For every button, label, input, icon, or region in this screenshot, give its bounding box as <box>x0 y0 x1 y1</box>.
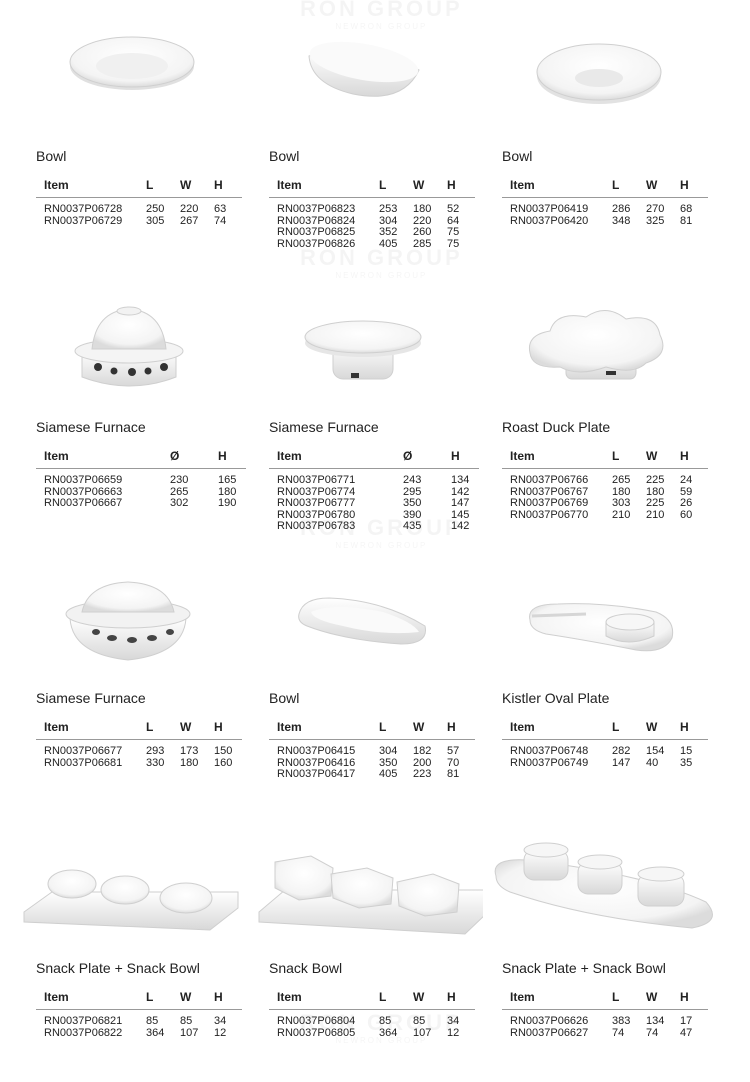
dimension-value: 74 <box>612 1026 625 1039</box>
column-header: Item <box>36 988 146 1010</box>
column-header: Item <box>502 718 612 740</box>
table-row <box>36 740 242 758</box>
column-header: L <box>612 176 646 198</box>
dimension-value: 293 <box>146 745 165 757</box>
spec-header-row <box>502 176 708 198</box>
dimension-value: 147 <box>612 756 631 769</box>
table-row <box>502 740 708 758</box>
dimension-value: 210 <box>612 508 631 521</box>
dimension-value: 270 <box>646 203 665 215</box>
dimension-value: 81 <box>680 214 693 227</box>
table-row <box>502 1028 708 1040</box>
product-title: Snack Plate + Snack Bowl <box>502 960 666 976</box>
table-row <box>502 1010 708 1028</box>
table-row <box>269 239 475 251</box>
dimension-value: 265 <box>612 474 631 486</box>
dimension-value: 223 <box>413 768 432 780</box>
column-header: H <box>214 176 242 198</box>
dimension-value: 325 <box>646 214 665 227</box>
table-row <box>269 198 475 216</box>
dimension-value: 260 <box>413 226 432 238</box>
dimension-value: 142 <box>451 485 470 498</box>
dimension-value: 75 <box>447 226 460 238</box>
item-code: RN0037P06749 <box>510 756 589 769</box>
dimension-value: 364 <box>379 1026 398 1039</box>
wide-rim-bowl-icon <box>0 0 250 140</box>
product-title: Snack Plate + Snack Bowl <box>36 960 200 976</box>
dimension-value: 295 <box>403 485 422 498</box>
column-header: H <box>680 718 708 740</box>
table-row <box>502 510 708 522</box>
table-row <box>36 1028 242 1040</box>
dimension-value: 85 <box>413 1015 426 1027</box>
product-title: Bowl <box>36 148 67 164</box>
column-header: L <box>146 988 180 1010</box>
column-header: H <box>447 718 475 740</box>
dimension-value: 12 <box>447 1026 460 1039</box>
column-header: W <box>180 718 214 740</box>
dimension-value: 190 <box>218 497 237 509</box>
dimension-value: 40 <box>646 756 659 769</box>
dimension-value: 165 <box>218 474 237 486</box>
dimension-value: 435 <box>403 520 422 532</box>
tray-round-bowls-icon <box>0 812 250 952</box>
dimension-value: 390 <box>403 508 422 521</box>
column-header: L <box>379 718 413 740</box>
product-card <box>466 271 716 541</box>
dimension-value: 142 <box>451 520 470 532</box>
column-header: H <box>214 718 242 740</box>
dimension-value: 145 <box>451 508 470 521</box>
dimension-value: 74 <box>214 214 227 227</box>
column-header: W <box>646 718 680 740</box>
product-card <box>233 812 483 1082</box>
product-title: Siamese Furnace <box>36 690 146 706</box>
column-header: W <box>646 176 680 198</box>
open-furnace-icon <box>233 271 483 411</box>
dimension-value: 305 <box>146 214 165 227</box>
dimension-value: 210 <box>646 508 665 521</box>
dimension-value: 267 <box>180 214 199 227</box>
item-code: RN0037P06659 <box>44 474 123 486</box>
dimension-value: 302 <box>170 497 189 509</box>
column-header: Item <box>36 718 146 740</box>
dimension-value: 304 <box>379 214 398 227</box>
spec-header-row <box>36 718 242 740</box>
item-code: RN0037P06771 <box>277 474 356 486</box>
table-row <box>269 740 475 758</box>
product-card <box>233 0 483 270</box>
item-code: RN0037P06728 <box>44 203 123 215</box>
spec-header-row <box>502 447 708 469</box>
column-header: L <box>612 718 646 740</box>
item-code: RN0037P06767 <box>510 485 589 498</box>
spec-table <box>269 718 475 781</box>
dimension-value: 230 <box>170 474 189 486</box>
dimension-value: 182 <box>413 745 432 757</box>
item-code: RN0037P06766 <box>510 474 589 486</box>
dimension-value: 17 <box>680 1015 693 1027</box>
column-header: W <box>646 447 680 469</box>
item-code: RN0037P06417 <box>277 768 356 780</box>
spec-table <box>502 447 708 521</box>
column-header: Item <box>502 176 612 198</box>
dimension-value: 15 <box>680 745 693 757</box>
table-row <box>502 498 708 510</box>
table-row <box>36 469 246 487</box>
column-header: W <box>180 176 214 198</box>
oval-tray-cups-icon <box>466 812 716 952</box>
dimension-value: 26 <box>680 497 693 509</box>
table-row <box>502 216 708 228</box>
column-header: L <box>379 988 413 1010</box>
column-header: Item <box>269 176 379 198</box>
item-code: RN0037P06626 <box>510 1015 589 1027</box>
spec-header-row <box>269 176 475 198</box>
table-row <box>36 758 242 770</box>
dimension-value: 350 <box>379 756 398 769</box>
oval-furnace-icon <box>0 542 250 682</box>
spec-table <box>502 176 708 227</box>
product-title: Snack Bowl <box>269 960 343 976</box>
product-card <box>233 542 483 812</box>
dimension-value: 243 <box>403 474 422 486</box>
product-card <box>233 271 483 541</box>
column-header: H <box>680 988 708 1010</box>
dimension-value: 173 <box>180 745 199 757</box>
item-code: RN0037P06825 <box>277 226 356 238</box>
product-card <box>466 542 716 812</box>
product-title: Kistler Oval Plate <box>502 690 610 706</box>
table-row <box>269 769 475 781</box>
item-code: RN0037P06822 <box>44 1026 123 1039</box>
column-header: L <box>612 447 646 469</box>
product-card <box>466 812 716 1082</box>
column-header: Item <box>502 988 612 1010</box>
item-code: RN0037P06748 <box>510 745 589 757</box>
table-row <box>269 521 479 533</box>
table-row <box>36 216 242 228</box>
oval-plate-with-cup-icon <box>466 542 716 682</box>
dimension-value: 68 <box>680 203 693 215</box>
table-row <box>269 1010 475 1028</box>
dimension-value: 225 <box>646 497 665 509</box>
dimension-value: 180 <box>612 485 631 498</box>
spec-table <box>36 447 246 510</box>
dimension-value: 303 <box>612 497 631 509</box>
dimension-value: 85 <box>146 1015 159 1027</box>
dimension-value: 253 <box>379 203 398 215</box>
dimension-value: 34 <box>447 1015 460 1027</box>
dimension-value: 52 <box>447 203 460 215</box>
item-code: RN0037P06777 <box>277 497 356 509</box>
dimension-value: 180 <box>218 485 237 498</box>
oval-bowl-icon <box>233 0 483 140</box>
domed-furnace-icon <box>0 271 250 411</box>
product-title: Roast Duck Plate <box>502 419 611 435</box>
dimension-value: 74 <box>646 1026 659 1039</box>
dimension-value: 47 <box>680 1026 693 1039</box>
product-title: Bowl <box>269 148 300 164</box>
item-code: RN0037P06681 <box>44 756 123 769</box>
item-code: RN0037P06627 <box>510 1026 589 1039</box>
column-header: Item <box>36 447 170 469</box>
flower-plate-icon <box>466 271 716 411</box>
dimension-value: 286 <box>612 203 631 215</box>
dimension-value: 405 <box>379 237 398 250</box>
item-code: RN0037P06677 <box>44 745 123 757</box>
column-header: W <box>180 988 214 1010</box>
column-header: L <box>612 988 646 1010</box>
dimension-value: 180 <box>413 203 432 215</box>
item-code: RN0037P06826 <box>277 237 356 250</box>
table-row <box>502 469 708 487</box>
column-header: Item <box>36 176 146 198</box>
dimension-value: 220 <box>413 214 432 227</box>
column-header: H <box>680 447 708 469</box>
column-header: Item <box>502 447 612 469</box>
table-row <box>36 198 242 216</box>
spec-header-row <box>36 447 246 469</box>
item-code: RN0037P06667 <box>44 497 123 509</box>
spec-table <box>502 718 708 769</box>
spec-table <box>269 447 479 533</box>
item-code: RN0037P06419 <box>510 203 589 215</box>
dimension-value: 282 <box>612 745 631 757</box>
item-code: RN0037P06804 <box>277 1015 356 1027</box>
dimension-value: 134 <box>646 1015 665 1027</box>
dimension-value: 364 <box>146 1026 165 1039</box>
dimension-value: 59 <box>680 485 693 498</box>
dimension-value: 180 <box>646 485 665 498</box>
column-header: H <box>218 447 246 469</box>
column-header: L <box>379 176 413 198</box>
item-code: RN0037P06770 <box>510 508 589 521</box>
product-title: Siamese Furnace <box>269 419 379 435</box>
column-header: H <box>214 988 242 1010</box>
dimension-value: 134 <box>451 474 470 486</box>
item-code: RN0037P06663 <box>44 485 123 498</box>
table-row <box>269 498 479 510</box>
dimension-value: 405 <box>379 768 398 780</box>
dimension-value: 330 <box>146 756 165 769</box>
column-header: L <box>146 176 180 198</box>
column-header: W <box>413 988 447 1010</box>
spec-table <box>36 718 242 769</box>
spec-header-row <box>502 988 708 1010</box>
dimension-value: 350 <box>403 497 422 509</box>
dimension-value: 70 <box>447 756 460 769</box>
dimension-value: 285 <box>413 237 432 250</box>
dimension-value: 12 <box>214 1026 227 1039</box>
column-header: H <box>680 176 708 198</box>
column-header: Item <box>269 988 379 1010</box>
pasta-bowl-icon <box>466 0 716 140</box>
dimension-value: 75 <box>447 237 460 250</box>
item-code: RN0037P06780 <box>277 508 356 521</box>
spec-table <box>36 988 242 1039</box>
table-row <box>269 1028 475 1040</box>
dimension-value: 225 <box>646 474 665 486</box>
dimension-value: 34 <box>214 1015 227 1027</box>
dimension-value: 147 <box>451 497 470 509</box>
boat-bowl-icon <box>233 542 483 682</box>
dimension-value: 250 <box>146 203 165 215</box>
dimension-value: 57 <box>447 745 460 757</box>
item-code: RN0037P06805 <box>277 1026 356 1039</box>
dimension-value: 160 <box>214 756 233 769</box>
table-row <box>36 498 246 510</box>
table-row <box>269 469 479 487</box>
item-code: RN0037P06823 <box>277 203 356 215</box>
item-code: RN0037P06415 <box>277 745 356 757</box>
product-title: Bowl <box>502 148 533 164</box>
product-card <box>0 812 250 1082</box>
column-header: H <box>447 176 475 198</box>
product-title: Siamese Furnace <box>36 419 146 435</box>
dimension-value: 60 <box>680 508 693 521</box>
table-row <box>502 198 708 216</box>
dimension-value: 64 <box>447 214 460 227</box>
dimension-value: 107 <box>413 1026 432 1039</box>
dimension-value: 348 <box>612 214 631 227</box>
dimension-value: 24 <box>680 474 693 486</box>
item-code: RN0037P06783 <box>277 520 356 532</box>
spec-table <box>269 988 475 1039</box>
product-title: Bowl <box>269 690 300 706</box>
column-header: Ø <box>403 447 451 469</box>
spec-header-row <box>269 988 475 1010</box>
dimension-value: 304 <box>379 745 398 757</box>
dimension-value: 85 <box>180 1015 193 1027</box>
dimension-value: 352 <box>379 226 398 238</box>
product-card <box>0 271 250 541</box>
dimension-value: 150 <box>214 745 233 757</box>
dimension-value: 85 <box>379 1015 392 1027</box>
item-code: RN0037P06821 <box>44 1015 123 1027</box>
table-row <box>502 758 708 770</box>
column-header: W <box>646 988 680 1010</box>
product-card <box>0 0 250 270</box>
dimension-value: 180 <box>180 756 199 769</box>
dimension-value: 35 <box>680 756 693 769</box>
item-code: RN0037P06824 <box>277 214 356 227</box>
item-code: RN0037P06420 <box>510 214 589 227</box>
column-header: L <box>146 718 180 740</box>
dimension-value: 154 <box>646 745 665 757</box>
column-header: W <box>413 176 447 198</box>
column-header: Item <box>269 718 379 740</box>
dimension-value: 63 <box>214 203 227 215</box>
spec-table <box>269 176 475 250</box>
item-code: RN0037P06729 <box>44 214 123 227</box>
dimension-value: 200 <box>413 756 432 769</box>
product-card <box>466 0 716 270</box>
spec-header-row <box>269 718 475 740</box>
dimension-value: 107 <box>180 1026 199 1039</box>
table-row <box>36 1010 242 1028</box>
item-code: RN0037P06774 <box>277 485 356 498</box>
spec-header-row <box>36 988 242 1010</box>
dimension-value: 81 <box>447 768 460 780</box>
table-row <box>269 227 475 239</box>
column-header: W <box>413 718 447 740</box>
column-header: Item <box>269 447 403 469</box>
tray-square-bowls-icon <box>233 812 483 952</box>
spec-header-row <box>502 718 708 740</box>
column-header: H <box>451 447 479 469</box>
dimension-value: 265 <box>170 485 189 498</box>
item-code: RN0037P06416 <box>277 756 356 769</box>
column-header: Ø <box>170 447 218 469</box>
spec-header-row <box>36 176 242 198</box>
dimension-value: 383 <box>612 1015 631 1027</box>
product-card <box>0 542 250 812</box>
spec-table <box>502 988 708 1039</box>
dimension-value: 220 <box>180 203 199 215</box>
column-header: H <box>447 988 475 1010</box>
spec-header-row <box>269 447 479 469</box>
spec-table <box>36 176 242 227</box>
item-code: RN0037P06769 <box>510 497 589 509</box>
